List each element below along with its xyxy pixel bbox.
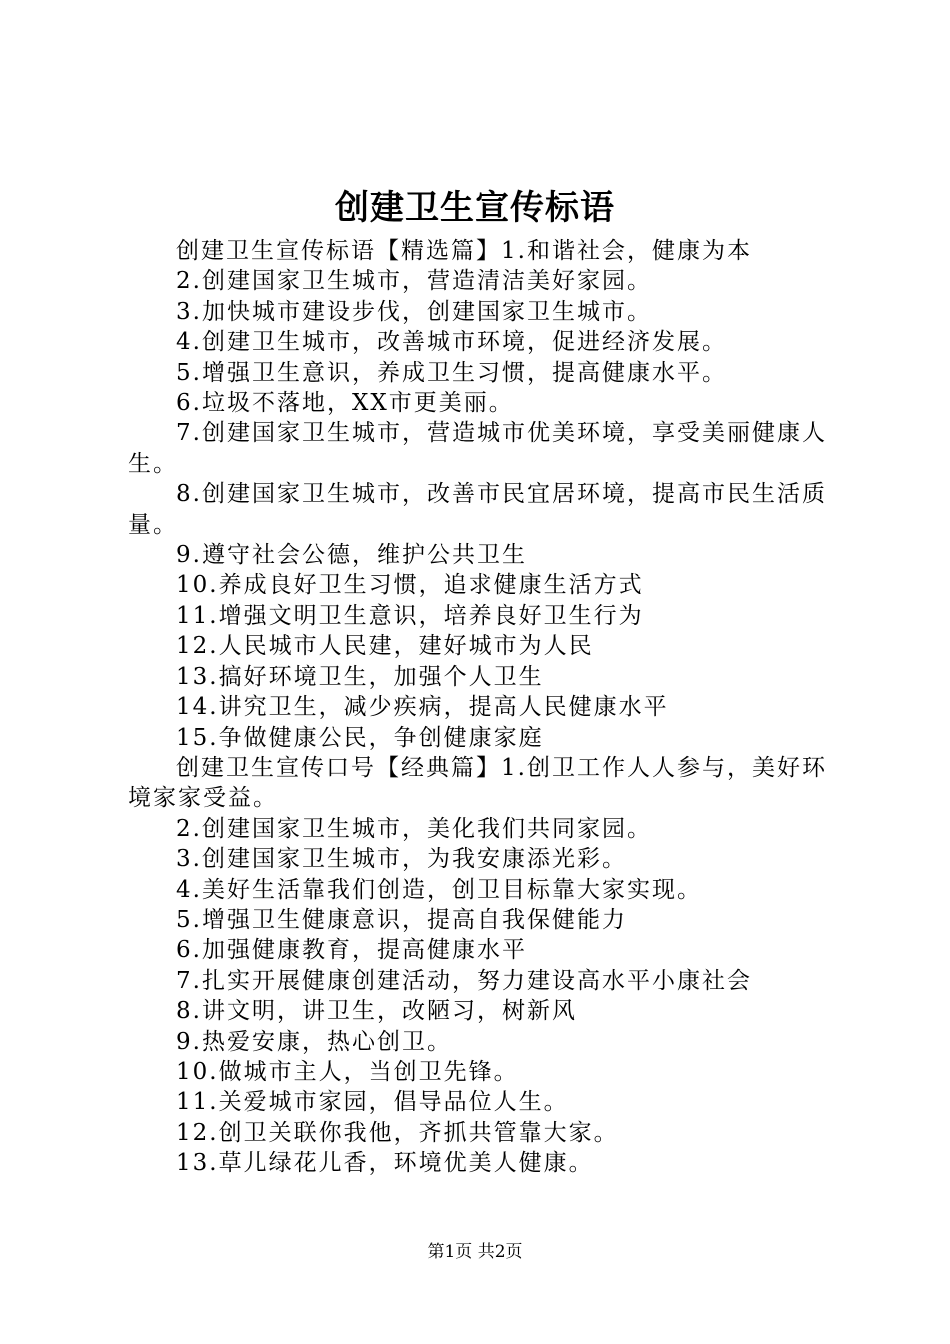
document-title: 创建卫生宣传标语 [335, 188, 615, 228]
paragraph: 13.搞好环境卫生，加强个人卫生 [176, 663, 544, 690]
paragraph: 4.创建卫生城市，改善城市环境，促进经济发展。 [176, 329, 727, 356]
paragraph: 9.遵守社会公德，维护公共卫生 [176, 542, 527, 569]
paragraph: 11.关爱城市家园，倡导品位人生。 [176, 1089, 569, 1116]
paragraph: 8.创建国家卫生城市，改善市民宜居环境，提高市民生活质量。 [128, 481, 827, 538]
paragraph: 10.养成良好卫生习惯，追求健康生活方式 [176, 572, 644, 599]
paragraph: 8.讲文明，讲卫生，改陋习，树新风 [176, 998, 577, 1025]
paragraph: 5.增强卫生健康意识，提高自我保健能力 [176, 906, 627, 933]
paragraph: 14.讲究卫生，减少疾病，提高人民健康水平 [176, 694, 669, 721]
paragraph: 12.人民城市人民建，建好城市为人民 [176, 633, 594, 660]
paragraph: 7.扎实开展健康创建活动，努力建设高水平小康社会 [176, 967, 752, 994]
paragraph: 15.争做健康公民，争创健康家庭 [176, 724, 544, 751]
paragraph: 创建卫生宣传口号【经典篇】1.创卫工作人人参与，美好环境家家受益。 [128, 754, 827, 812]
paragraph: 6.垃圾不落地，XX市更美丽。 [176, 390, 514, 417]
paragraph: 5.增强卫生意识，养成卫生习惯，提高健康水平。 [176, 359, 727, 386]
paragraph: 2.创建国家卫生城市，美化我们共同家园。 [176, 815, 652, 842]
paragraph: 创建卫生宣传标语【精选篇】1.和谐社会，健康为本 [176, 238, 752, 264]
paragraph: 11.增强文明卫生意识，培养良好卫生行为 [176, 602, 644, 629]
paragraph: 10.做城市主人，当创卫先锋。 [176, 1058, 519, 1085]
paragraph: 9.热爱安康，热心创卫。 [176, 1028, 452, 1055]
paragraph: 12.创卫关联你我他，齐抓共管靠大家。 [176, 1119, 619, 1146]
paragraph: 3.创建国家卫生城市，为我安康添光彩。 [176, 846, 627, 873]
paragraph: 13.草儿绿花儿香，环境优美人健康。 [176, 1150, 594, 1177]
paragraph: 3.加快城市建设步伐，创建国家卫生城市。 [176, 298, 652, 325]
paragraph: 6.加强健康教育，提高健康水平 [176, 937, 527, 964]
page-indicator: 第1页 共2页 [427, 1242, 523, 1262]
document-body [128, 236, 833, 1179]
paragraph: 4.美好生活靠我们创造，创卫目标靠大家实现。 [176, 876, 702, 903]
paragraph: 7.创建国家卫生城市，营造城市优美环境，享受美丽健康人生。 [128, 420, 827, 477]
paragraph: 2.创建国家卫生城市，营造清洁美好家园。 [176, 268, 652, 295]
